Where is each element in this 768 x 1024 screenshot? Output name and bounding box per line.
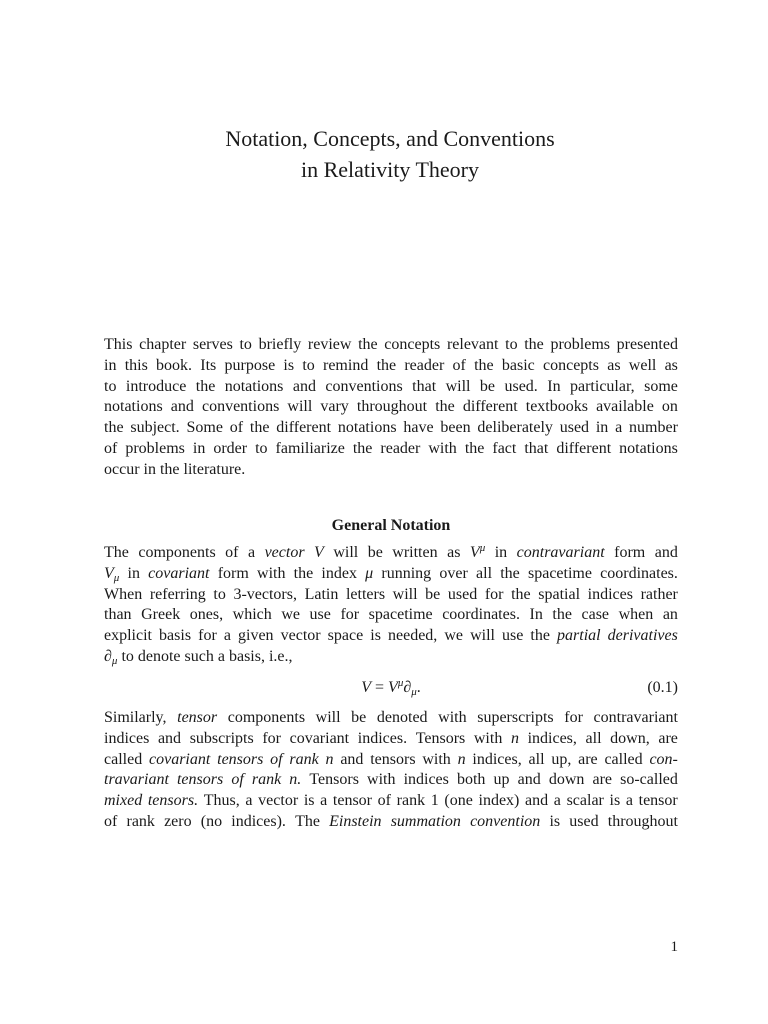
- word: of: [377, 792, 391, 810]
- word: a: [553, 792, 561, 810]
- word: reader: [380, 439, 421, 457]
- text-line: [104, 647, 678, 668]
- word: be: [367, 544, 383, 561]
- math-symbol: $V_\mu$: [104, 564, 120, 584]
- word: Tensors: [415, 729, 466, 747]
- word: fact: [492, 439, 517, 457]
- word: tensor: [332, 792, 373, 810]
- word: conventions: [325, 377, 403, 395]
- word: used.: [504, 377, 538, 395]
- word: to: [213, 585, 226, 603]
- word: con-: [649, 750, 678, 768]
- word: n: [325, 750, 334, 768]
- word: In: [529, 606, 543, 624]
- word: both: [456, 771, 486, 789]
- word: literature.: [183, 460, 246, 478]
- word: Latin: [304, 585, 339, 603]
- word: indices: [587, 585, 633, 603]
- word: problems: [550, 336, 610, 353]
- word: the: [524, 336, 544, 353]
- word: all: [528, 750, 545, 768]
- word: Tensors: [309, 771, 359, 789]
- word: and: [157, 729, 182, 747]
- word: Einstein: [329, 812, 382, 830]
- word: over: [439, 564, 468, 582]
- word: The: [104, 544, 129, 561]
- word: Some: [186, 419, 223, 437]
- word: the: [530, 627, 550, 645]
- word: will: [287, 398, 313, 416]
- word: of: [231, 771, 244, 789]
- text-line: [104, 729, 678, 750]
- word: and: [340, 750, 364, 768]
- word: and: [292, 377, 316, 395]
- word: particular,: [570, 377, 635, 395]
- word: to: [255, 439, 268, 457]
- word: indices: [104, 729, 150, 747]
- text-line: [104, 564, 678, 585]
- text-line: [104, 770, 678, 791]
- word: so-called: [620, 771, 678, 789]
- word: the: [358, 336, 378, 353]
- word: occur: [104, 460, 140, 478]
- word: which: [232, 606, 272, 624]
- text-line: [104, 356, 678, 377]
- word: a: [320, 792, 328, 810]
- word: subscripts: [189, 729, 254, 747]
- text-line: [104, 460, 678, 481]
- word: are: [578, 750, 598, 768]
- word: to: [302, 356, 315, 374]
- word: to: [104, 377, 117, 395]
- word: tensors: [370, 750, 416, 768]
- word: on: [661, 398, 678, 416]
- word: of: [229, 419, 244, 437]
- word: tensor: [638, 792, 678, 810]
- word: are: [658, 729, 678, 747]
- word: notations: [337, 419, 397, 437]
- word: summation: [390, 812, 461, 830]
- word: reader: [404, 356, 445, 374]
- word: 1: [430, 792, 439, 810]
- word: and: [525, 792, 549, 810]
- word: will: [445, 377, 471, 395]
- word: of: [452, 356, 466, 374]
- word: the: [293, 564, 314, 582]
- text-line: [104, 812, 678, 833]
- word: different: [462, 398, 518, 416]
- word: spatial: [538, 585, 581, 603]
- word: denoted: [376, 709, 428, 726]
- word: down: [548, 771, 585, 789]
- word: up: [493, 771, 510, 789]
- word: rather: [640, 585, 678, 603]
- word: and: [654, 544, 678, 561]
- word: called: [104, 750, 143, 768]
- word: in: [494, 544, 508, 561]
- word: with: [473, 729, 503, 747]
- equation-body: $V = V^\mu\partial_\mu$.: [361, 677, 421, 698]
- word: be: [479, 377, 496, 395]
- word: of: [104, 439, 118, 457]
- word: explicit: [104, 627, 152, 645]
- word: case: [581, 606, 610, 624]
- chapter-title-line-1: Notation, Concepts, and Conventions: [225, 126, 555, 151]
- text-line: [104, 543, 678, 564]
- word: different: [556, 439, 612, 457]
- chapter-title-line-2: in Relativity Theory: [300, 157, 479, 182]
- page-number: 1: [670, 939, 678, 955]
- text-line: [104, 605, 678, 626]
- word: is: [303, 792, 315, 810]
- word: concepts: [543, 356, 599, 374]
- word: Similarly,: [104, 709, 167, 726]
- word: briefly: [258, 336, 302, 353]
- word: index: [321, 564, 357, 582]
- word: chapter: [139, 336, 187, 353]
- word: notations: [619, 439, 678, 457]
- word: will: [392, 585, 418, 603]
- word: convention: [470, 812, 541, 830]
- word: that: [524, 439, 549, 457]
- word: in: [127, 564, 140, 582]
- word: an: [662, 606, 678, 624]
- word: the: [511, 585, 531, 603]
- chapter-title: [0, 123, 768, 185]
- word: vector: [280, 627, 321, 645]
- word: introduce: [125, 377, 187, 395]
- text-line: [104, 626, 678, 647]
- word: a: [615, 419, 623, 437]
- math-symbol: $V^\mu$: [469, 542, 486, 561]
- word: called: [604, 750, 643, 768]
- word: as: [607, 356, 621, 374]
- word: for: [564, 709, 583, 726]
- word: needed,: [387, 627, 438, 645]
- word: in: [192, 439, 206, 457]
- word: mixed: [104, 792, 143, 810]
- word: written: [392, 544, 438, 561]
- word: the: [474, 356, 494, 374]
- word: the: [104, 419, 124, 437]
- math-symbol: $\partial_\mu$: [104, 647, 118, 667]
- section-heading: General Notation: [331, 517, 451, 534]
- word: for: [340, 606, 360, 624]
- word: in: [104, 356, 117, 374]
- word: presented: [616, 336, 678, 353]
- word: well: [628, 356, 657, 374]
- word: letters: [345, 585, 386, 603]
- word: The: [295, 812, 320, 830]
- general-notation-paragraph: [104, 543, 678, 668]
- word: will: [470, 627, 495, 645]
- word: the: [159, 460, 180, 478]
- word: different: [276, 419, 332, 437]
- word: covariant: [149, 750, 211, 768]
- word: indices,: [527, 729, 577, 747]
- text-line: [104, 585, 678, 606]
- equation-0-1: [104, 677, 678, 699]
- word: travariant: [104, 771, 169, 789]
- word: used: [569, 812, 599, 830]
- word: vector: [258, 792, 299, 810]
- word: 3-vectors,: [233, 585, 297, 603]
- word: coordinates.: [442, 606, 520, 624]
- word: n: [457, 750, 466, 768]
- word: the: [435, 398, 455, 416]
- word: this: [124, 356, 148, 374]
- word: indices.: [357, 729, 408, 747]
- word: is: [370, 627, 381, 645]
- word: derivatives: [607, 627, 678, 645]
- text-line: [104, 335, 678, 356]
- line-text: to denote such a basis, i.e.,: [121, 647, 293, 665]
- word: given: [238, 627, 274, 645]
- word: rank: [251, 771, 282, 789]
- word: notations: [104, 398, 163, 416]
- word: n: [510, 729, 519, 747]
- word: the: [376, 356, 397, 374]
- word: to: [239, 336, 252, 353]
- word: we: [281, 606, 300, 624]
- word: form: [614, 544, 646, 561]
- word: some: [644, 377, 678, 395]
- word: contravariant: [516, 544, 605, 561]
- word: used: [559, 419, 590, 437]
- word: rank: [396, 792, 426, 810]
- word: used: [447, 585, 478, 603]
- word: down,: [610, 729, 650, 747]
- word: been: [440, 419, 471, 437]
- word: rank: [289, 750, 319, 768]
- word: will: [333, 544, 359, 561]
- word: deliberately: [477, 419, 553, 437]
- word: purpose: [224, 356, 276, 374]
- word: for: [198, 627, 217, 645]
- word: with: [257, 564, 286, 582]
- word: scalar: [566, 792, 604, 810]
- word: Its: [200, 356, 217, 374]
- word: tensor: [177, 709, 218, 726]
- word: the: [552, 606, 572, 624]
- word: vector: [264, 544, 305, 561]
- word: coordinates.: [600, 564, 678, 582]
- word: contravariant: [593, 709, 678, 726]
- word: the: [249, 419, 270, 437]
- word: In: [547, 377, 561, 395]
- word: order: [213, 439, 248, 457]
- word: indices).: [231, 812, 286, 830]
- word: is: [283, 356, 295, 374]
- word: relevant: [446, 336, 499, 353]
- word: indices,: [472, 750, 522, 768]
- word: as: [447, 544, 461, 561]
- word: all: [585, 729, 602, 747]
- word: Thus,: [203, 792, 240, 810]
- word: familiarize: [275, 439, 345, 457]
- word: When: [104, 585, 143, 603]
- word: n.: [289, 771, 302, 789]
- word: the: [352, 439, 373, 457]
- text-line: [104, 708, 678, 729]
- word: use: [309, 606, 331, 624]
- word: throughout: [356, 398, 428, 416]
- word: for: [484, 585, 504, 603]
- math-symbol: μ: [365, 564, 374, 582]
- word: partial: [557, 627, 601, 645]
- word: form: [217, 564, 249, 582]
- text-line: [104, 750, 678, 771]
- text-line: [104, 377, 678, 398]
- word: concepts: [384, 336, 441, 353]
- word: in: [143, 460, 156, 478]
- word: notations: [224, 377, 284, 395]
- equation-number: (0.1): [647, 679, 678, 696]
- word: review: [307, 336, 352, 353]
- word: tensors.: [147, 792, 199, 810]
- word: to: [505, 336, 518, 353]
- word: is: [549, 812, 561, 830]
- word: tensors: [217, 750, 264, 768]
- word: rank: [126, 812, 155, 830]
- word: the: [195, 377, 216, 395]
- word: Greek: [141, 606, 181, 624]
- word: remind: [323, 356, 369, 374]
- word: zero: [164, 812, 192, 830]
- word: is: [609, 792, 621, 810]
- word: and: [517, 771, 541, 789]
- word: the: [500, 564, 520, 582]
- word: running: [381, 564, 432, 582]
- word: a: [247, 544, 256, 561]
- word: be: [351, 709, 367, 726]
- word: textbooks: [525, 398, 588, 416]
- word: covariant: [289, 729, 350, 747]
- word: serves: [192, 336, 233, 353]
- word: index): [478, 792, 520, 810]
- word: referring: [149, 585, 206, 603]
- word: than: [104, 606, 132, 624]
- word: available: [596, 398, 654, 416]
- word: as: [664, 356, 678, 374]
- word: (one: [444, 792, 473, 810]
- word: number: [629, 419, 678, 437]
- word: vary: [320, 398, 349, 416]
- word: with: [422, 750, 451, 768]
- word: and: [170, 398, 194, 416]
- word: with: [438, 709, 467, 726]
- word: when: [618, 606, 654, 624]
- word: use: [502, 627, 524, 645]
- word: book.: [156, 356, 193, 374]
- intro-paragraph: [104, 335, 678, 481]
- word: all: [476, 564, 493, 582]
- text-line: [104, 791, 678, 812]
- text-line: [104, 418, 678, 439]
- word: of: [104, 812, 118, 830]
- word: basis: [159, 627, 192, 645]
- word: spacetime: [527, 564, 592, 582]
- tensor-paragraph: [104, 708, 678, 833]
- word: in: [595, 419, 609, 437]
- word: we: [444, 627, 464, 645]
- word: subject.: [130, 419, 180, 437]
- word: ones,: [189, 606, 224, 624]
- word: have: [403, 419, 434, 437]
- word: that: [412, 377, 437, 395]
- word: basic: [501, 356, 535, 374]
- word: indices: [403, 771, 449, 789]
- word: are: [592, 771, 613, 789]
- word: of: [270, 750, 283, 768]
- word: up,: [551, 750, 572, 768]
- word: problems: [125, 439, 185, 457]
- text-line: [104, 439, 678, 460]
- word: the: [464, 439, 485, 457]
- word: be: [425, 585, 441, 603]
- word: a: [223, 627, 231, 645]
- word: covariant: [148, 564, 210, 582]
- word: tensors: [176, 771, 224, 789]
- word: of: [225, 544, 239, 561]
- word: conventions: [201, 398, 280, 416]
- word: space: [327, 627, 364, 645]
- word: with: [367, 771, 396, 789]
- word: This: [104, 336, 133, 353]
- word: throughout: [607, 812, 678, 830]
- word: a: [625, 792, 633, 810]
- word: with: [428, 439, 457, 457]
- text-line: [104, 397, 678, 418]
- word: (no: [200, 812, 223, 830]
- word: V: [314, 544, 324, 561]
- word: a: [245, 792, 253, 810]
- word: components: [227, 709, 306, 726]
- word: spacetime: [368, 606, 433, 624]
- word: superscripts: [477, 709, 554, 726]
- word: components: [138, 544, 216, 561]
- word: will: [315, 709, 341, 726]
- word: for: [262, 729, 281, 747]
